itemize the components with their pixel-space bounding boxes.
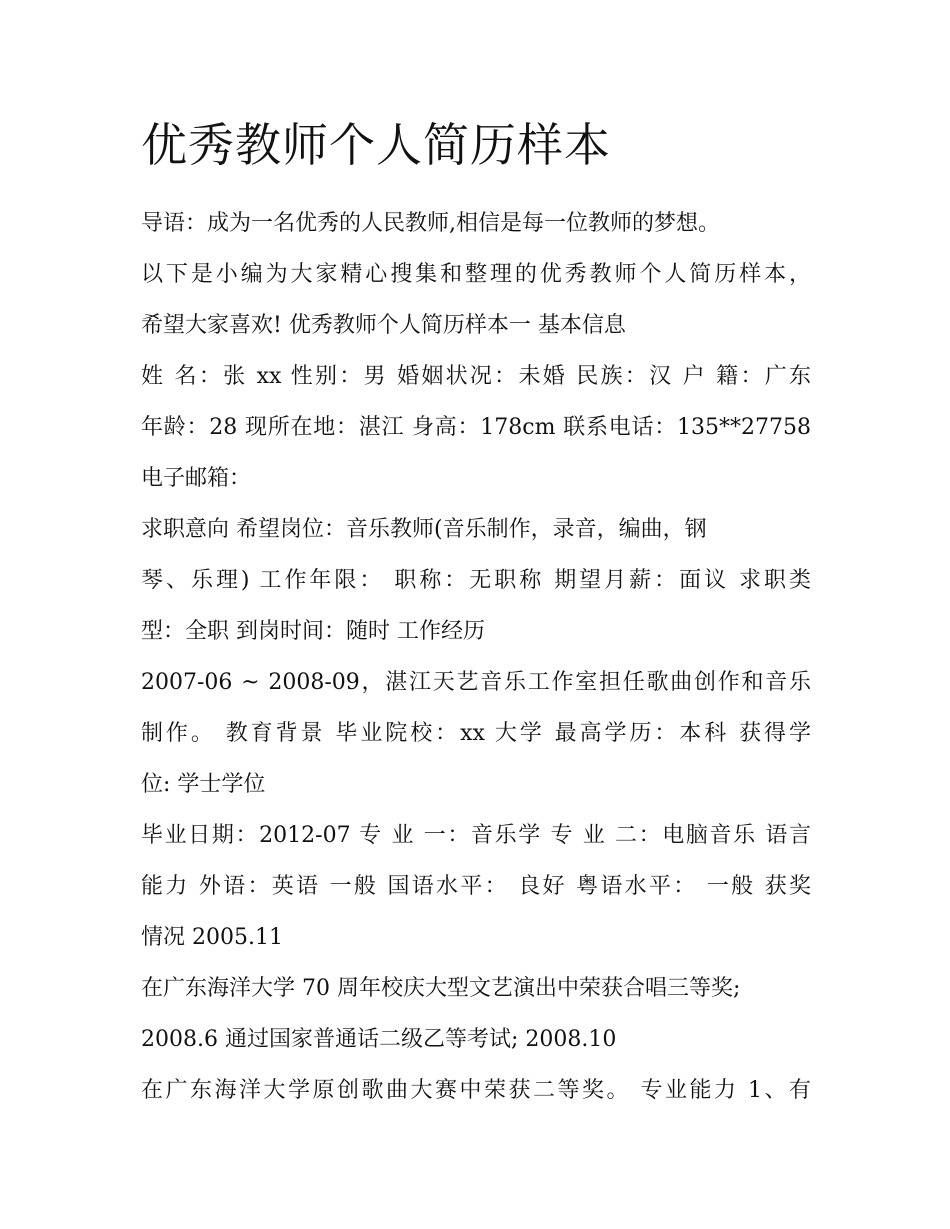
- document-body: [141, 198, 811, 1116]
- line-12: 位: 学士学位: [141, 772, 266, 797]
- line-8: 琴、乐理) 工作年限： 职称：无职称 期望月薪：面议 求职类: [141, 568, 811, 593]
- line-17: 2008.6 通过国家普通话二级乙等考试; 2008.10: [141, 1027, 617, 1052]
- document-title: 优秀教师个人简历样本: [141, 118, 611, 172]
- line-7: 求职意向 希望岗位：音乐教师(音乐制作，录音，编曲，钢: [141, 517, 707, 542]
- line-6: 电子邮箱：: [141, 466, 252, 491]
- line-11: 制作。 教育背景 毕业院校：xx 大学 最高学历：本科 获得学: [141, 721, 811, 746]
- line-2: 以下是小编为大家精心搜集和整理的优秀教师个人简历样本，: [141, 262, 811, 287]
- line-1: 导语：成为一名优秀的人民教师,相信是每一位教师的梦想。: [141, 211, 720, 236]
- line-16: 在广东海洋大学 70 周年校庆大型文艺演出中荣获合唱三等奖;: [141, 976, 741, 1001]
- line-3: 希望大家喜欢! 优秀教师个人简历样本一 基本信息: [141, 313, 626, 338]
- line-10: 2007-06 ~ 2008-09，湛江天艺音乐工作室担任歌曲创作和音乐: [141, 670, 811, 695]
- line-13: 毕业日期：2012-07 专 业 一：音乐学 专 业 二：电脑音乐 语言: [141, 823, 811, 848]
- document-page: [141, 0, 811, 1229]
- line-4: 姓 名：张 xx 性别：男 婚姻状况：未婚 民族：汉 户 籍：广东: [141, 364, 811, 389]
- line-14: 能力 外语：英语 一般 国语水平： 良好 粤语水平： 一般 获奖: [141, 874, 811, 899]
- line-9: 型：全职 到岗时间：随时 工作经历: [141, 619, 485, 644]
- line-18: 在广东海洋大学原创歌曲大赛中荣获二等奖。 专业能力 1、有: [141, 1078, 811, 1103]
- line-15: 情况 2005.11: [141, 925, 283, 950]
- line-5: 年龄：28 现所在地：湛江 身高：178cm 联系电话：135**27758: [141, 415, 811, 440]
